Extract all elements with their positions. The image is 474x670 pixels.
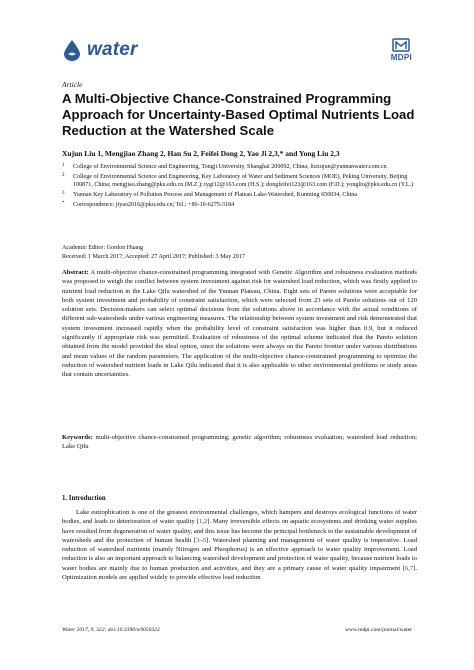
publication-dates: Received: 1 March 2017; Accepted: 27 April 2017; Published: 3 May 2017 [62, 253, 245, 260]
abstract [62, 268, 417, 380]
affiliations [62, 163, 417, 211]
journal-url[interactable]: www.mdpi.com/journal/water [344, 627, 412, 633]
intro-text: Lake eutrophication is one of the greatest environmental challenges, which hampers and destroys ecological functions of water bodies, and leads to deterioration of water quality [ [62, 509, 417, 526]
affiliation-number: 1 [62, 163, 65, 168]
article-title: A Multi-Objective Chance-Constrained Programming Approach for Uncertainty-Based Optimal Nutrients Load Reduction at the Watershed Scale [62, 91, 415, 138]
keywords-text: multi-objective chance-constrained programming; genetic algorithm; robustness evaluation; watershed load reduction; Lake Qilu [62, 434, 417, 451]
page-footer [62, 627, 412, 633]
affiliation-number: 2 [62, 173, 65, 178]
keywords [62, 433, 417, 452]
citation-link[interactable]: 6 [404, 564, 409, 572]
journal-logo[interactable] [62, 39, 138, 61]
mdpi-logo-icon [392, 38, 410, 52]
citation-link[interactable]: 3 [196, 536, 200, 544]
water-drop-icon [62, 39, 82, 61]
abstract-text: A multi-objective chance-constrained programming integrated with Genetic Algorithm and robustness evaluation methods was proposed to weigh the conflict between system investment against risk for watershed load reduction, which was firstly applied to nutrient load reduction in the Lake Qilu watershed of the Yunnan Plateau, China. Eight sets of Pareto solutions were acceptable for both system investment and probability of constraint satisfaction, which were selected from 23 sets of Pareto solutions out of 120 solution sets. Decision-makers can select optimal decisions from the solutions above in accordance with the actual conditions of different sub-watersheds under various engineering measures. The relationship between system investment and risk demonstrated that system investment increased rapidly when the probability level of constraint satisfaction was higher than 0.9, but it reduced significantly if appropriate risk was permitted. Evaluation of robustness of the optimal scheme indicated that the Pareto solution obtained from the model provided the ideal option, since the solutions were always on the Pareto frontier under various distributions and mean values of the random parameters. The application of the multi-objective chance-constrained programming to optimize the reduction of watershed nutrient loads in Lake Qilu indicated that it is also applicable to other environmental problems or study areas that contain uncertainties. [62, 269, 417, 379]
affiliation-3 [62, 191, 417, 199]
citation-link[interactable]: 2 [203, 518, 208, 526]
affiliation-text: Yunnan Key Laboratory of Pollution Process and Management of Plateau Lake-Watershed, Kunming 650034, China [73, 192, 357, 198]
citation-link[interactable]: 1 [198, 518, 203, 526]
intro-text: ]. Optimization models are applied widely to provide effective load reduction [62, 564, 417, 582]
publisher-name: MDPI [390, 53, 412, 62]
journal-name: water [87, 39, 138, 60]
journal-header [62, 38, 412, 64]
intro-text: ]. Many irreversible effects on aquatic ecosystems and drinking water supplies have resulted from degeneration of water quality, and this issue has become the principal bottleneck to the sustainable development of watersheds and the protection of human health [ [62, 518, 417, 544]
affiliation-number: 3 [62, 191, 65, 196]
affiliation-text: College of Environmental Science and Engineering, Key Laboratory of Water and Sediment Sciences (MOE), Peking University, Beijing 100871, China; mengjiao.zhang@pku.edu.cn (M.Z.); tygt12@163.com (H.S.); dongfeifei123@163.com (F.D.); yongliu@pku.edu.cn (Y.L.) [73, 174, 414, 188]
section-heading: 1. Introduction [62, 495, 106, 502]
keywords-label: Keywords: [62, 434, 93, 441]
affiliation-text: College of Environmental Science and Engineering, Tongji University, Shanghai 200092, China; liuxujun@yunnanwater.com.cn [73, 164, 387, 170]
article-type: Article [62, 80, 83, 89]
citation-link[interactable]: 5 [202, 536, 207, 544]
abstract-label: Abstract: [62, 269, 89, 276]
citation-link[interactable]: 7 [409, 564, 414, 572]
publisher-logo[interactable] [391, 38, 412, 62]
publication-info [62, 244, 417, 261]
affiliation-2 [62, 173, 417, 189]
author-list: Xujun Liu 1, Mengjiao Zhang 2, Han Su 2, Feifei Dong 2, Yao Ji 2,3,* and Yong Liu 2,3 [62, 149, 340, 158]
affiliation-1 [62, 163, 417, 171]
correspondence-mark: * [62, 201, 65, 206]
footer-citation: Water 2017, 9, 322; doi:10.3390/w9050322 [62, 627, 160, 633]
intro-text: ]. Watershed planning and management of water quality is imperative. Load reduction of watershed nutrients (mainly Nitrogen and Phosphorus) is an effective approach to water quality improvement. Load reduction is also an important approach to balancing watershed development and protection of water quality, because nutrient loads to water bodies are mainly due to human production and activities, and they are a primary cause of water quality impairment [ [62, 536, 417, 572]
correspondence-text: Correspondence: jiyao2016@pku.edu.cn; Tel.: +86-10-6275-3184 [73, 202, 235, 208]
correspondence [62, 201, 417, 209]
academic-editor: Academic Editor: Gordon Huang [62, 245, 144, 251]
introduction-paragraph: Lake eutrophication is one of the greatest environmental challenges, which hampers and destroys ecological functions of water bodies, and leads to deterioration of water quality [1,2]. Many irreversible effects on aquatic ecosystems and drinking water supplies have resulted from degeneration of water quality, and this issue has become the principal bottleneck to the sustainable development of watersheds and the protection of human health [3–5]. Watershed planning and management of water quality is imperative. Load reduction of watershed nutrients (mainly Nitrogen and Phosphorus) is an effective approach to water quality improvement. Load reduction is also an important approach to balancing watershed development and protection of water quality, because nutrient loads to water bodies are mainly due to human production and activities, and they are a primary cause of water quality impairment [6,7]. Optimization models are applied widely to provide effective load reduction [62, 509, 417, 582]
